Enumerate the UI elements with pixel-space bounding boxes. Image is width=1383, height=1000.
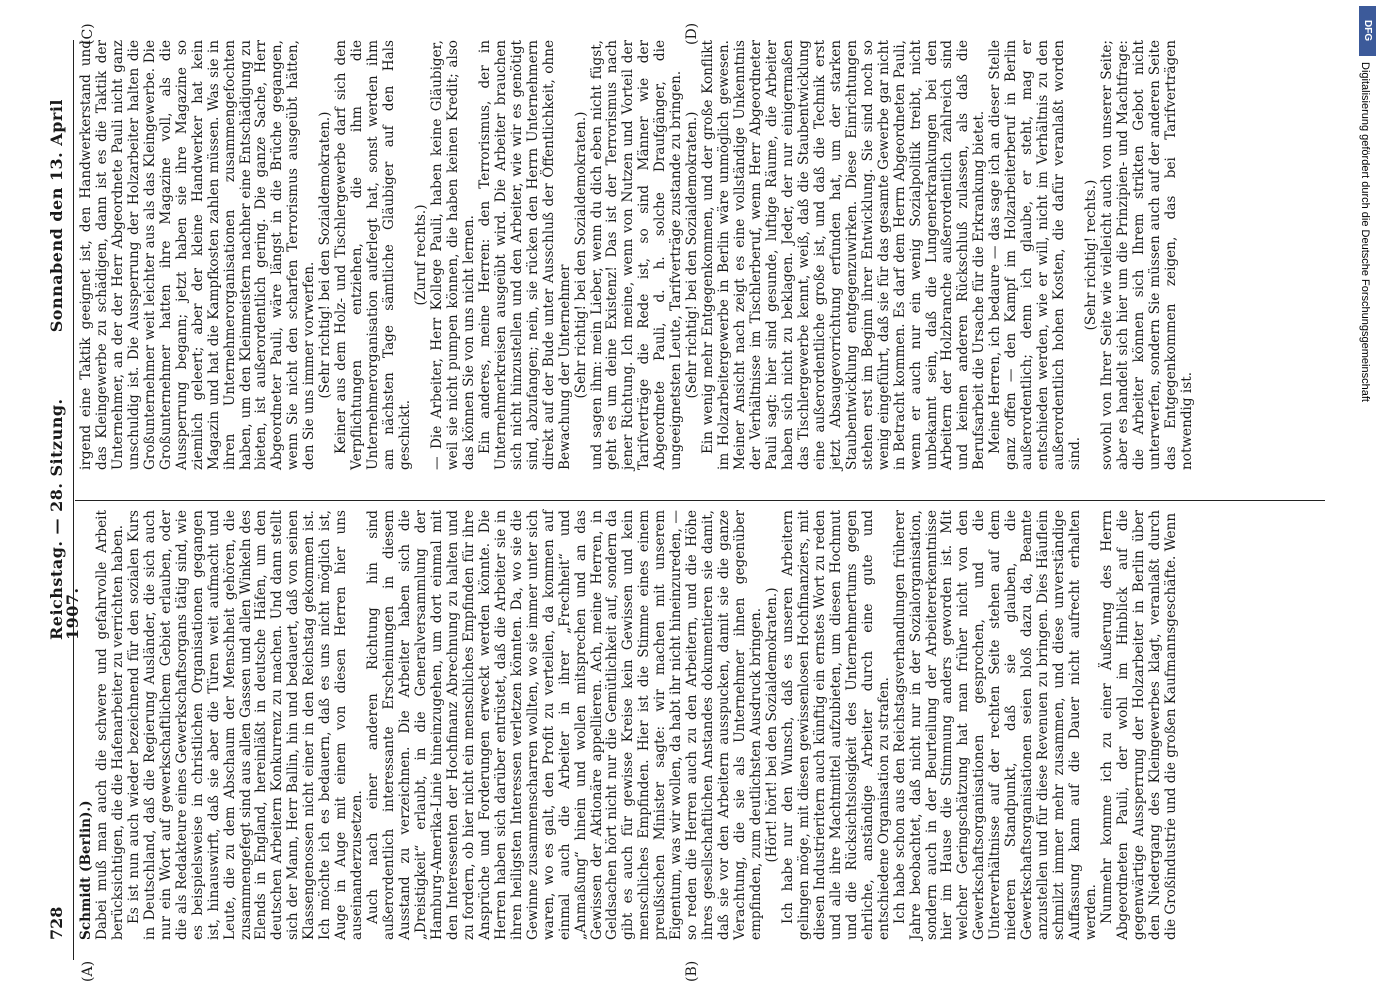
header-rule bbox=[73, 40, 74, 960]
digitization-credit bbox=[1355, 0, 1379, 1000]
margin-mark-b: (B) bbox=[684, 960, 700, 982]
running-title-left: Reichstag. — 28. Sitzung. bbox=[47, 398, 66, 640]
column-divider bbox=[75, 500, 1325, 501]
rotated-page bbox=[45, 0, 1335, 1000]
paragraph: Keiner aus dem Holz- und Tischlergewerbe darf sich den Verpflichtungen entziehen, die ihm die Unternehmerorganisation auferlegt hat, sonst werden ihm am nächsten Tage sämtliche Gläubiger auf den Hals geschickt. bbox=[333, 40, 414, 470]
dfg-logo: DFG bbox=[1359, 6, 1376, 56]
margin-mark-a: (A) bbox=[80, 960, 96, 982]
interjection: (Sehr richtig! bei den Sozialdemokraten.) bbox=[572, 111, 589, 399]
paragraph: Auch nach einer anderen Richtung hin sind außerordentlich interessante Erscheinungen in diesem Ausstand zu verzeichnen. Die Arbeiter haben sich die „Dreistigkeit“ erlaubt, in die Generalversammlung der Hamburg-Amerika-Linie hineinzugehen, um dort einmal mit den Interessenten der Hochfinanz Abrechnung zu halten und zu fordern, ob hier nicht ein menschliches Empfinden für ihre Ansprüche und Forderungen erweckt werden könnte. Die Herren haben sich darüber entrüstet, daß die Arbeiter sie in ihren heiligsten Interessen verletzen könnten. Da, wo sie die Gewinne zusammenscharren wollten, wo sie immer unter sich waren, wo es galt, den Profit zu verteilen, da kommen auf einmal auch die Arbeiter in ihrer „Frechheit“ und „Anmaßung“ hinein und wollen mitsprechen und an das Gewissen der Aktionäre appellieren. Ach, meine Herren, in Geldsachen hört nicht nur die Gemütlichkeit auf, sondern da gibt es auch für gewisse Kreise kein Gewissen und kein menschliches Empfinden. Hier ist die Stimme eines einem preußischen Minister sagte: wir machen mit unserem Eigentum, was wir wollen, da habt ihr nicht hineinzureden, — so reden die Herren auch zu den Arbeitern, und die Höhe ihres gesellschaftlichen Anstandes dokumentieren sie damit, daß sie vor den Arbeitern ausspucken, damit sie die ganze Verachtung, die sie als Unternehmer ihnen gegenüber empfinden, zum deutlichsten Ausdruck bringen. bbox=[365, 510, 765, 940]
running-title bbox=[49, 60, 81, 640]
running-title-right: Sonnabend den 13. April 1907. bbox=[47, 99, 82, 640]
right-column bbox=[79, 40, 1196, 470]
interjection: (Sehr richtig! rechts.) bbox=[1083, 179, 1100, 331]
paragraph: und sagen ihm: mein Lieber, wenn du dich eben nicht fügst, geht es um deine Existenz! Das ist der Terrorismus nach jener Richtung. Ich meine, wenn von Nutzen und Vorteil der Tarifverträge die Rede ist, so sind Männer wie der Abgeordnete Pauli, d. h. solche Draufgänger, die ungeeignetsten Leute, Tarifverträge zustande zu bringen. bbox=[588, 40, 685, 470]
margin-mark-d: (D) bbox=[684, 22, 700, 45]
paragraph: Ein anderes, meine Herren: den Terrorismus, der in Unternehmerkreisen ausgeübt wird. Die Arbeiter brauchen sich nicht hinzustellen und den Arbeiter, wie wir es genötigt sind, abzufangen; nein, sie rücken den Herrn Unternehmern direkt auf der Bude unter Ausschluß der Öffentlichkeit, ohne Bewachung der Unternehmer bbox=[476, 40, 573, 470]
interjection: (Hört! hört! bei den Sozialdemokraten.) bbox=[763, 587, 780, 863]
interjection: (Sehr richtig! bei den Sozialdemokraten.) bbox=[317, 111, 334, 399]
page-number: 728 bbox=[47, 906, 66, 940]
paragraph: — Die Arbeiter, Herr Kollege Pauli, haben keine Gläubiger, weil sie nicht pumpen können, die haben keinen Kredit; also das können Sie von uns nicht lernen. bbox=[428, 40, 477, 470]
paragraph: Dabei muß man auch die schwere und gefahrvolle Arbeit berücksichtigen, die die Hafenarbeiter zu verrichten haben. bbox=[93, 510, 126, 940]
margin-mark-c: (C) bbox=[80, 23, 96, 45]
paragraph: irgend eine Taktik geeignet ist, den Handwerkerstand und das Kleingewerbe zu schädigen, dann ist es die Taktik der Unternehmer, an der der Herr Abgeordnete Pauli nicht ganz unschuldig ist. Die Aussperrung der Holzarbeiter halten die Großunternehmer weit leichter aus als das Kleingewerbe. Die Großunternehmer hatten ihre Magazine voll, als die Aussperrung begann; jetzt haben sie ihre Magazine so ziemlich geleert; aber der kleine Handwerker hat kein Magazin und hat die Kampfkosten zahlen müssen. Was sie in ihren Unternehmerorganisationen zusammengefochten haben, um den Kleinmeistern nachher eine Entschädigung zu bieten, ist außerordentlich gering. Die ganze Sache, Herr Abgeordneter Pauli, wäre längst in die Brüche gegangen, wenn Sie nicht den scharfen Terrorismus ausgeübt hätten, den Sie uns immer vorwerfen. bbox=[78, 40, 318, 470]
interjection: (Zuruf rechts.) bbox=[413, 204, 430, 306]
paragraph: sowohl von Ihrer Seite wie vielleicht auch von unserer Seite; aber es handelt sich hier um die Prinzipien- und Machtfrage: die Arbeiter können sich Ihrem strikten Gebot nicht unterwerfen, sondern Sie müssen auch auf der anderen Seite das Entgegenkommen zeigen, das bei Tarifverträgen notwendig ist. bbox=[1099, 40, 1195, 470]
running-head bbox=[45, 60, 82, 940]
paragraph: Ich habe schon aus den Reichstagsverhandlungen früherer Jahre beobachtet, daß nicht nur in der Sozialorganisation, sondern auch in der Beurteilung der Arbeitererkenntnisse hier im Hause die Stimmung anders geworden ist. Mit welcher Geringschätzung hat man früher nicht von den Gewerkschaftsorganisationen gesprochen, und die Unterverhältnisse auf der rechten Seite stehen auf dem niederen Standpunkt, daß sie glauben, die Gewerkschaftsorganisationen seien bloß dazu da, Beamte anzustellen und für diese Revenuen zu bringen. Dies Häuflein schmilzt immer mehr zusammen, und diese unverständige Auffassung kann auf die Dauer nicht aufrecht erhalten werden. bbox=[891, 510, 1100, 940]
paragraph: Meine Herren, ich bedaure — das sage ich an dieser Stelle ganz offen — den Kampf im Holzarbeiterberuf in Berlin außerordentlich; denn ich glaube, er steht, mag er entschieden werden, wie er will, nicht im Verhältnis zu den außerordentlich hohen Kosten, die dafür veranlaßt worden sind. bbox=[987, 40, 1084, 470]
speaker-line: Schmidt (Berlin).) bbox=[78, 800, 94, 940]
interjection: (Sehr richtig! bei den Sozialdemokraten.) bbox=[684, 111, 701, 399]
credit-text: Digitalisierung gefördert durch die Deutsche Forschungsgemeinschaft bbox=[1359, 62, 1371, 402]
paragraph: Es ist nun auch wieder bezeichnend für den sozialen Kurs in Deutschland, daß die Regierung Ausländer, die sich auch nur ein Wort auf gewerkschaftlichem Gebiet erlauben, oder die als Redakteure eines Gewerkschaftsorgans tätig sind, wie es beispielsweise in christlichen Organisationen gegangen ist, hinauswirft, daß sie aber die Türen weit aufmacht und Leute, die zu dem Abschaum der Menschheit gehören, die zusammengefegt sind aus allen Gassen und allen Winkeln des Elends in England, hereinläßt in deutsche Häfen, um den deutschen Arbeitern Konkurrenz zu machen. Und dann stellt sich der Mann, Herr Ballin, hin und bedauert, daß von seinen Klassengenossen nicht einer in den Reichstag gekommen ist. Ich möchte ich es bedauern, daß es uns nicht möglich ist, Auge in Auge mit einem von diesen Herren hier uns auseinanderzusetzen. bbox=[125, 510, 366, 940]
left-column bbox=[79, 510, 1180, 940]
paragraph: Ich habe nur den Wunsch, daß es unseren Arbeitern gelingen möge, mit diesen gewissenlosen Hochfinanziers, mit diesen Industrieritern auch künftig ein ernstes Wort zu reden und alle ihre Machtmittel aufzubieten, um diesen Hochmut und die Rücksichtslosigkeit des Unternehmertums gegen ehrliche, anständige Arbeiter durch eine gute und entschiedene Organisation zu strafen. bbox=[779, 510, 892, 940]
paragraph: Nunmehr komme ich zu einer Äußerung des Herrn Abgeordneten Pauli, der wohl im Hinblick auf die gegenwärtige Aussperrung der Holzarbeiter in Berlin über den Niedergang des Kleingewerbes klagt, veranlaßt durch die Großindustrie und die großen Kaufmannsgeschäfte. Wenn bbox=[1099, 510, 1179, 940]
paragraph: Ein wenig mehr Entgegenkommen, und der große Konflikt im Holzarbeitergewerbe in Berlin wäre unmöglich gewesen. Meiner Ansicht nach zeigt es eine vollständige Unkenntnis der Verhältnisse im Tischlerberuf, wenn Herr Abgeordneter Pauli sagt: hier sind gesunde, luftige Räume, die Arbeiter haben sich nicht zu beklagen. Jeder, der nur einigermaßen das Tischlergewerbe kennt, weiß, daß die Staubentwicklung eine außerordentliche große ist, und daß die Technik erst jetzt Absaugevorrichtung erfunden hat, um der starken Staubentwicklung entgegenzuwirken. Diese Einrichtungen stehen erst im Beginn ihrer Entwicklung. Sie sind noch so wenig eingeführt, daß sie für das gesamte Gewerbe gar nicht in Betracht kommen. Es darf dem Herrn Abgeordneten Pauli, wenn er auch nur ein wenig Sozialpolitik treibt, nicht unbekannt sein, daß die Lungenerkrankungen bei den Arbeitern der Holzbranche außerordentlich zahlreich sind und keinen anderen Rückschluß zulassen, als daß die Berufsarbeit die Ursache für die Erkrankung bietet. bbox=[700, 40, 988, 470]
